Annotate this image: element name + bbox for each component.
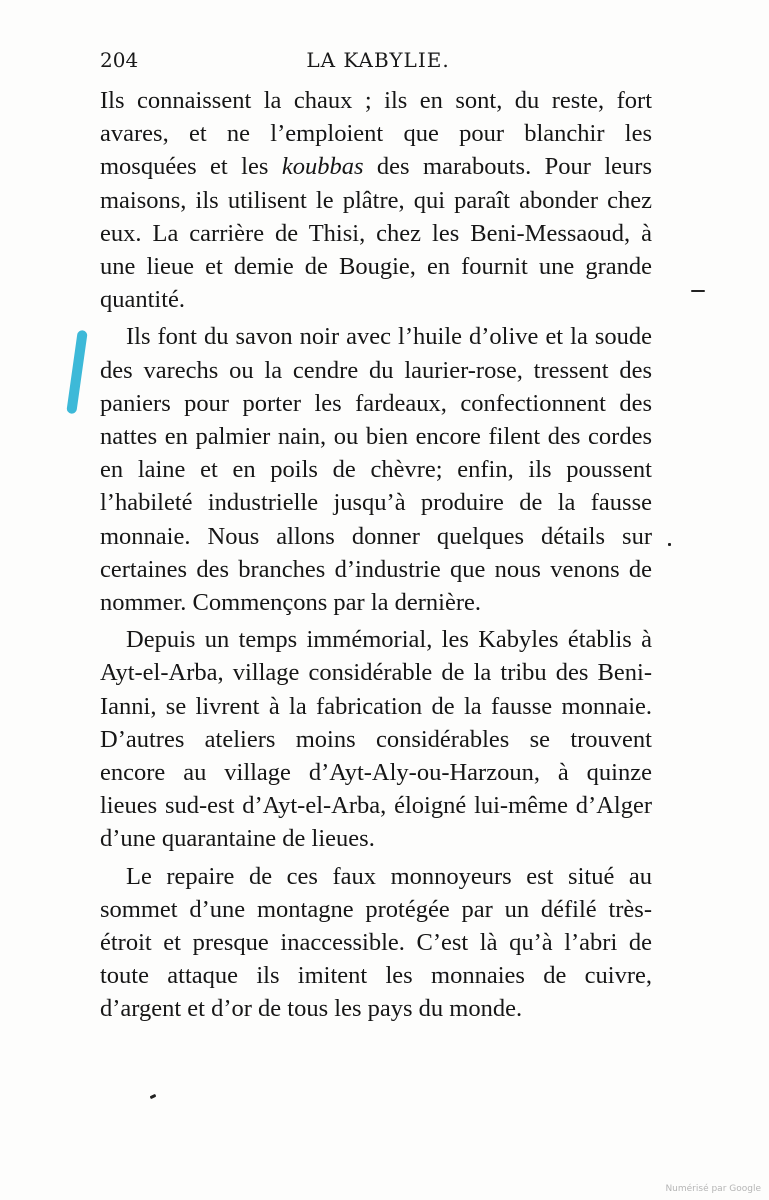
running-title: LA KABYLIE. [306, 48, 450, 72]
body-text [100, 84, 652, 1030]
margin-highlight-mark [66, 330, 88, 415]
paragraph-4: Le repaire de ces faux monnoyeurs est situé au sommet d’une montagne protégée par un défilé très-étroit et presque inaccessible. C’est là qu’à l’abri de toute attaque ils imitent les monnaies de cuivre, d’argent et d’or de tous les pays du monde. [100, 862, 652, 1023]
bottom-speck [150, 1094, 157, 1099]
margin-dot-speck [668, 543, 671, 546]
paragraph-3: Depuis un temps immémorial, les Kabyles établis à Ayt-el-Arba, village considérable de la tribu des Beni-Ianni, se livrent à la fabrication de la fausse monnaie. D’autres ateliers moins considérables se trouvent encore au village d’Ayt-Aly-ou-Harzoun, à quinze lieues sud-est d’Ayt-el-Arba, éloigné lui-même d’Alger d’une quarantaine de lieues. [100, 626, 652, 853]
margin-dash-speck [691, 290, 705, 292]
page-header [100, 48, 656, 78]
paragraph-1-text-start: Ils connaissent la chaux ; ils en sont, du reste, fort avares, et ne l’emploient que pour blanchir les mosquées et les [100, 87, 652, 181]
digitization-credit: Numérisé par Google [665, 1184, 761, 1194]
page-number: 204 [100, 48, 139, 72]
paragraph-1-italic-term: koubbas [281, 153, 364, 181]
paragraph-1 [100, 84, 652, 316]
paragraph-1-text-end: des marabouts. Pour leurs maisons, ils utilisent le plâtre, qui paraît abonder chez eux. La carrière de Thisi, chez les Beni-Messaoud, à une lieue et demie de Bougie, en fournit une grande quantité. [100, 153, 652, 314]
paragraph-2: Ils font du savon noir avec l’huile d’olive et la soude des varechs ou la cendre du laurier-rose, tressent des paniers pour porter les fardeaux, confectionnent des nattes en palmier nain, ou bien encore filent des cordes en laine et en poils de chèvre; enfin, ils poussent l’habileté industrielle jusqu’à produire de la fausse monnaie. Nous allons donner quelques détails sur certaines des branches d’industrie que nous venons de nommer. Commençons par la dernière. [100, 323, 652, 617]
